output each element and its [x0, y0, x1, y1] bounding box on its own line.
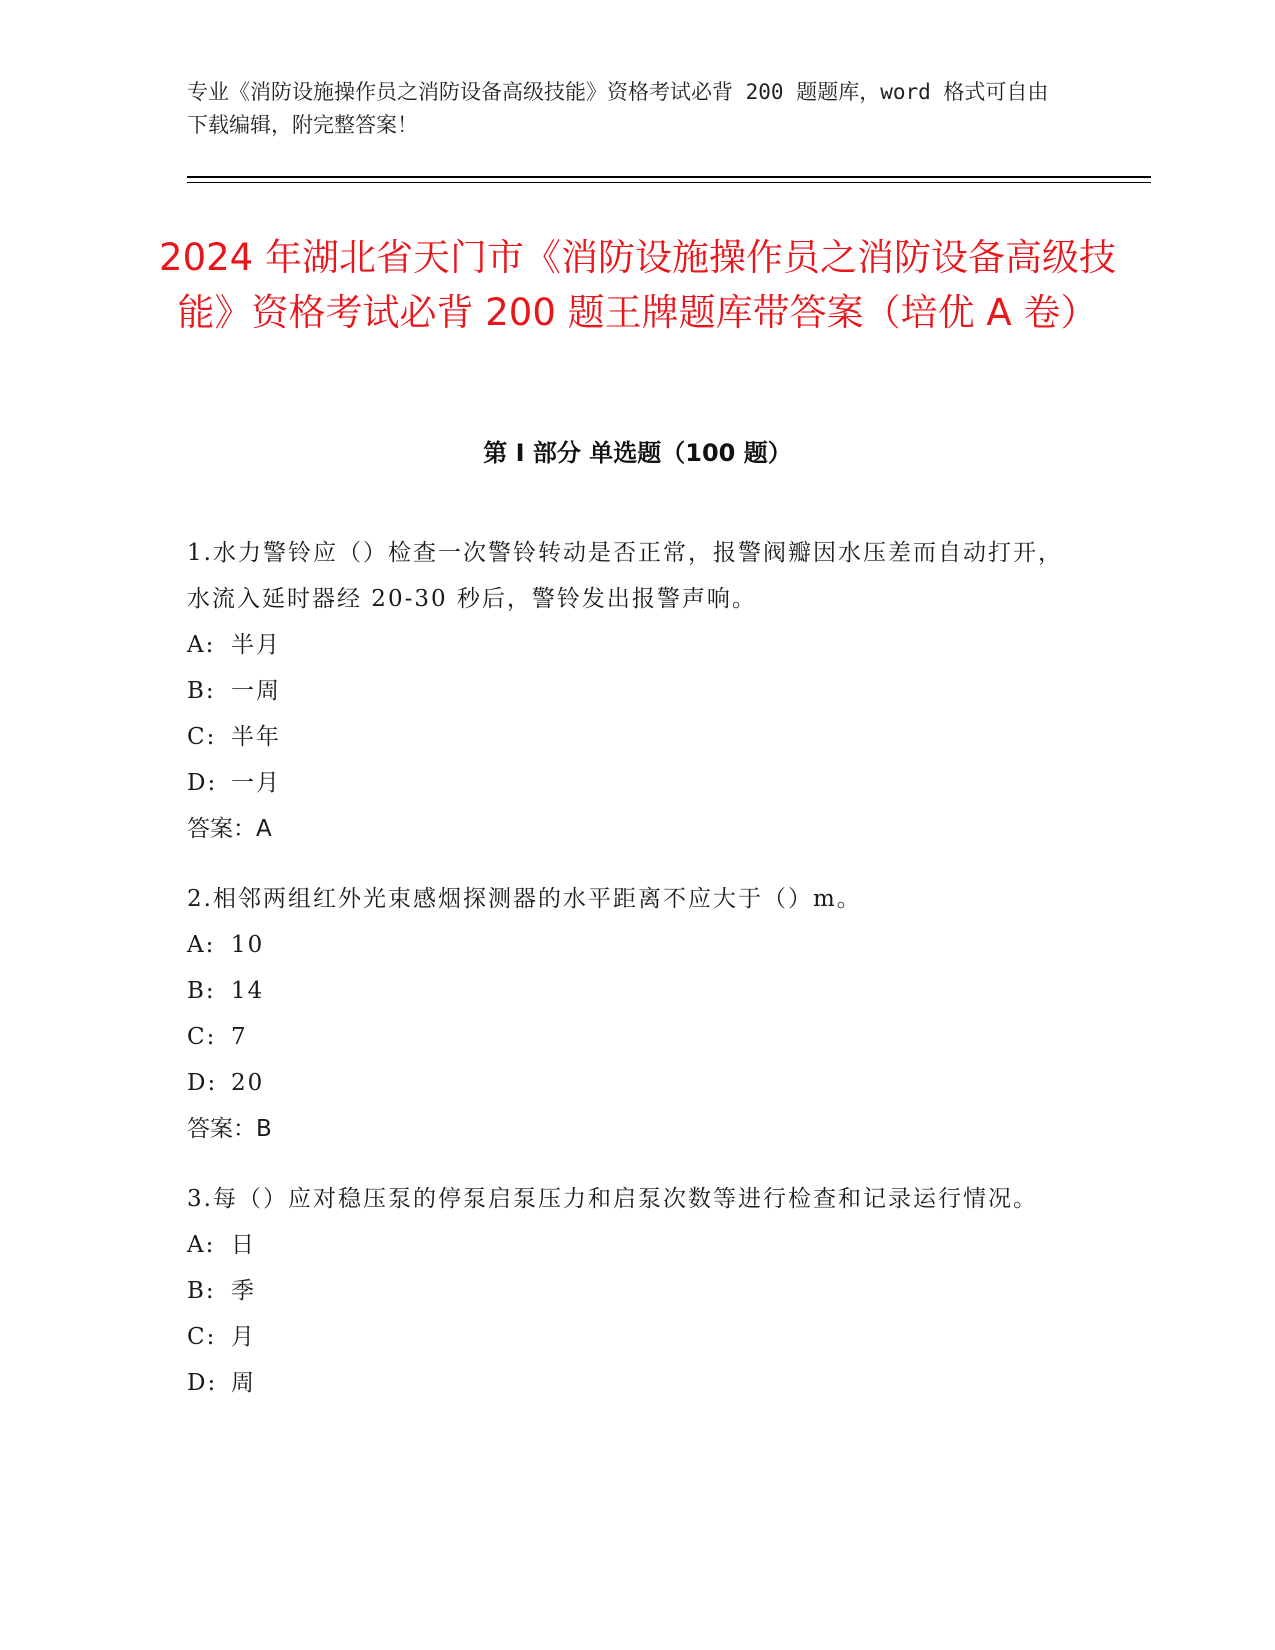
option-text: 14: [231, 978, 265, 1004]
option-a: [187, 622, 1067, 668]
option-c: [187, 714, 1067, 760]
option-d: [187, 760, 1067, 806]
option-c: [187, 1314, 1067, 1360]
option-text: 一周: [231, 678, 281, 704]
option-text: 7: [231, 1024, 248, 1050]
option-text: 半年: [231, 724, 281, 750]
header-divider-thin: [187, 182, 1151, 183]
option-letter: A:: [187, 1232, 216, 1258]
answer-line: 答案：A: [187, 816, 272, 842]
header-note: 专业《消防设施操作员之消防设备高级技能》资格考试必背 200 题题库，word 格式可自由下载编辑，附完整答案！: [187, 80, 1049, 137]
option-text: 半月: [231, 632, 281, 658]
option-letter: B:: [187, 978, 216, 1004]
document-title: 2024 年湖北省天门市《消防设施操作员之消防设备高级技能》资格考试必背 200 题王牌题库带答案（培优 A 卷）: [159, 236, 1116, 334]
option-letter: D:: [187, 1070, 218, 1096]
option-letter: A:: [187, 932, 216, 958]
answer-line: 答案：B: [187, 1116, 272, 1142]
question-list: [187, 530, 1067, 1430]
option-text: 10: [231, 932, 265, 958]
option-text: 日: [231, 1232, 256, 1258]
option-text: 一月: [231, 770, 281, 796]
option-text: 周: [231, 1370, 256, 1396]
option-letter: D:: [187, 770, 218, 796]
question-2: [187, 876, 1067, 1152]
option-c: [187, 1014, 1067, 1060]
section-title: 第 I 部分 单选题（100 题）: [483, 439, 792, 467]
option-letter: C:: [187, 724, 217, 750]
header-divider-thick: [187, 176, 1151, 178]
option-b: [187, 1268, 1067, 1314]
option-text: 20: [231, 1070, 265, 1096]
question-stem: 3.每（）应对稳压泵的停泵启泵压力和启泵次数等进行检查和记录运行情况。: [187, 1186, 1038, 1212]
option-letter: A:: [187, 632, 216, 658]
option-letter: D:: [187, 1370, 218, 1396]
option-a: [187, 922, 1067, 968]
option-a: [187, 1222, 1067, 1268]
option-text: 月: [231, 1324, 256, 1350]
question-3: [187, 1176, 1067, 1406]
question-1: [187, 530, 1067, 852]
option-letter: B:: [187, 1278, 216, 1304]
option-letter: B:: [187, 678, 216, 704]
option-letter: C:: [187, 1324, 217, 1350]
option-letter: C:: [187, 1024, 217, 1050]
option-d: [187, 1360, 1067, 1406]
option-text: 季: [231, 1278, 256, 1304]
option-b: [187, 668, 1067, 714]
option-d: [187, 1060, 1067, 1106]
question-stem: 2.相邻两组红外光束感烟探测器的水平距离不应大于（）m。: [187, 886, 862, 912]
question-stem: 1.水力警铃应（）检查一次警铃转动是否正常，报警阀瓣因水压差而自动打开，水流入延时器经 20-30 秒后，警铃发出报警声响。: [187, 540, 1063, 612]
option-b: [187, 968, 1067, 1014]
